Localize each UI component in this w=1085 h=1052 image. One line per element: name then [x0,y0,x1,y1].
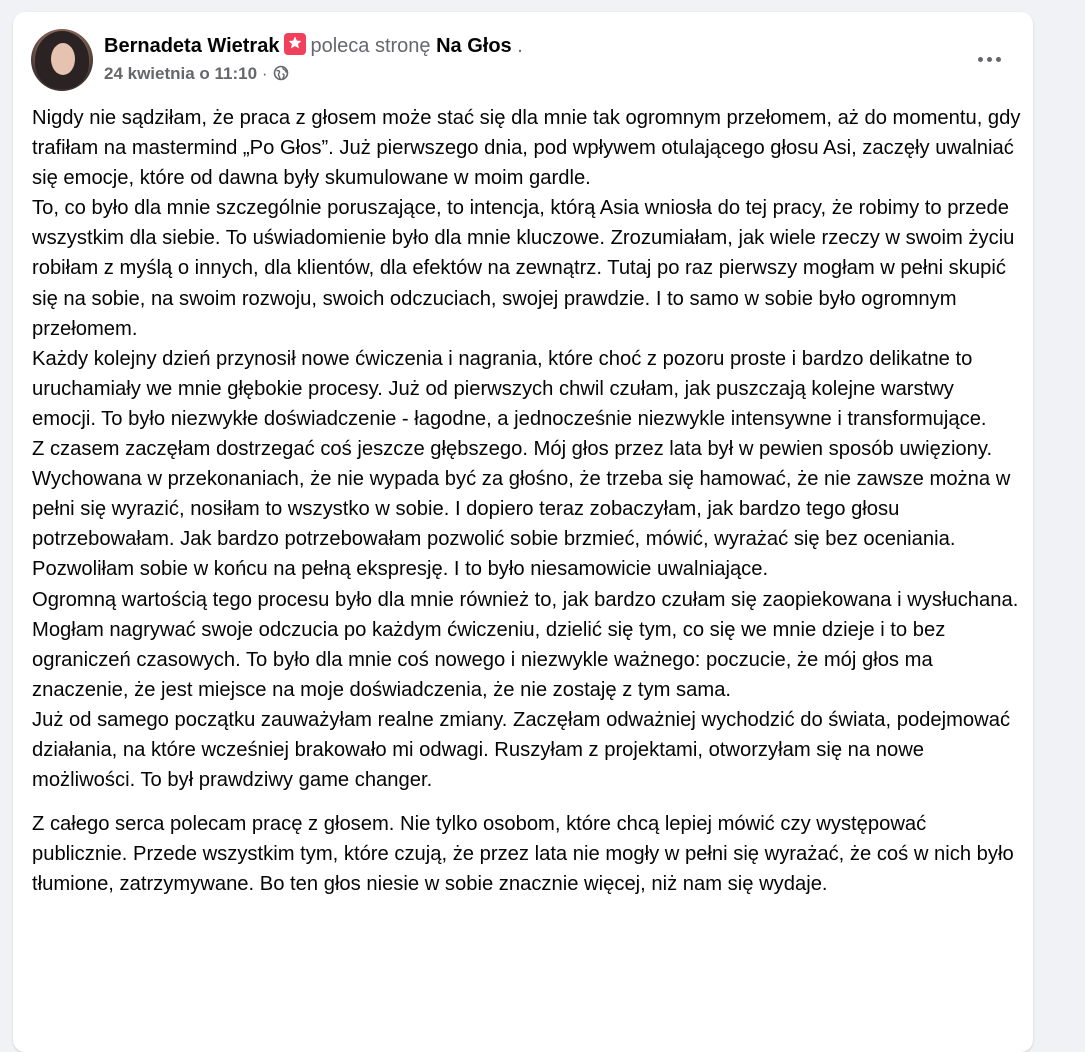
post-paragraph: Każdy kolejny dzień przynosił nowe ćwiczenia i nagrania, które choć z pozoru proste i bardzo delikatne to uruchamiały we mnie głębokie procesy. Już od pierwszych chwil czułam, jak puszczają kolejne warstwy emocji. To było niezwykłe doświadczenie - łagodne, a jednocześnie niezwykle intensywne i transformujące. [32,347,987,430]
post-header [31,29,1015,91]
author-name[interactable]: Bernadeta Wietrak [104,35,280,57]
post-paragraph: Nigdy nie sądziłam, że praca z głosem może stać się dla mnie tak ogromnym przełomem, aż do momentu, gdy trafiłam na mastermind „Po Głos”. Już pierwszego dnia, pod wpływem otulającego głosu Asi, zaczęły uwalniać się emocje, które od dawna były skumulowane w moim gardle. [32,107,1021,190]
paragraph-gap [32,795,1022,809]
avatar-face [51,43,75,75]
post-card [13,12,1033,1052]
more-dot [996,57,1001,62]
globe-icon[interactable] [273,65,289,87]
more-dot [987,57,992,62]
post-body [32,103,1022,899]
post-paragraph: Pozwoliłam sobie w końcu na pełną ekspresję. I to było niesamowicie uwalniające. [32,558,769,581]
more-dot [978,57,983,62]
post-date[interactable]: 24 kwietnia o 11:10 [104,64,258,83]
post-paragraph: Z czasem zaczęłam dostrzegać coś jeszcze głębszego. Mój głos przez lata był w pewien sposób uwięziony. Wychowana w przekonaniach, że nie wypada być za głośno, że trzeba się hamować, że nie zawsze można w pełni się wyrazić, nosiłam to wszystko w sobie. I dopiero teraz zobaczyłam, jak bardzo tego głosu potrzebowałam. Jak bardzo potrzebowałam pozwolić sobie brzmieć, mówić, wyrażać się bez oceniania. [32,438,1011,551]
more-options-icon[interactable] [969,45,1009,73]
recommend-badge-icon [284,33,306,55]
post-headline [104,33,523,59]
post-meta [104,33,523,87]
avatar[interactable] [31,29,93,91]
post-paragraph: Ogromną wartością tego procesu było dla mnie również to, jak bardzo czułam się zaopiekowana i wysłuchana. Mogłam nagrywać swoje odczucia po każdym ćwiczeniu, dzielić się tym, co się we mnie dzieje i to bez ograniczeń czasowych. To było dla mnie coś nowego i niezwykle ważnego: poczucie, że mój głos ma znaczenie, że jest miejsce na moje doświadczenia, że nie zostaję z tym sama. [32,588,1019,701]
closing-paragraph: Z całego serca polecam pracę z głosem. Nie tylko osobom, które chcą lepiej mówić czy występować publicznie. Przede wszystkim tym, które czują, że przez lata nie mogły w pełni się wyrażać, że coś w nich było tłumione, zatrzymywane. Bo ten głos niesie w sobie znacznie więcej, niż nam się wydaje. [32,813,1014,896]
page-name-link[interactable]: Na Głos [436,35,512,57]
recommend-action-text: poleca stronę [310,35,431,57]
separator-dot: · [261,64,268,83]
trailing-dot: . [517,35,523,57]
post-paragraph: To, co było dla mnie szczególnie poruszające, to intencja, którą Asia wniosła do tej pracy, że robimy to przede wszystkim dla siebie. To uświadomienie było dla mnie kluczowe. Zrozumiałam, jak wiele rzeczy w swoim życiu robiłam z myślą o innych, dla klientów, dla efektów na zewnątrz. Tutaj po raz pierwszy mogłam w pełni skupić się na sobie, na swoim rozwoju, swoich odczuciach, swojej prawdzie. I to samo w sobie było ogromnym przełomem. [32,197,1015,340]
post-subline [104,63,523,87]
post-paragraph: Już od samego początku zauważyłam realne zmiany. Zaczęłam odważniej wychodzić do świata, podejmować działania, na które wcześniej brakowało mi odwagi. Ruszyłam z projektami, otworzyłam się na nowe możliwości. To był prawdziwy game changer. [32,708,1011,792]
